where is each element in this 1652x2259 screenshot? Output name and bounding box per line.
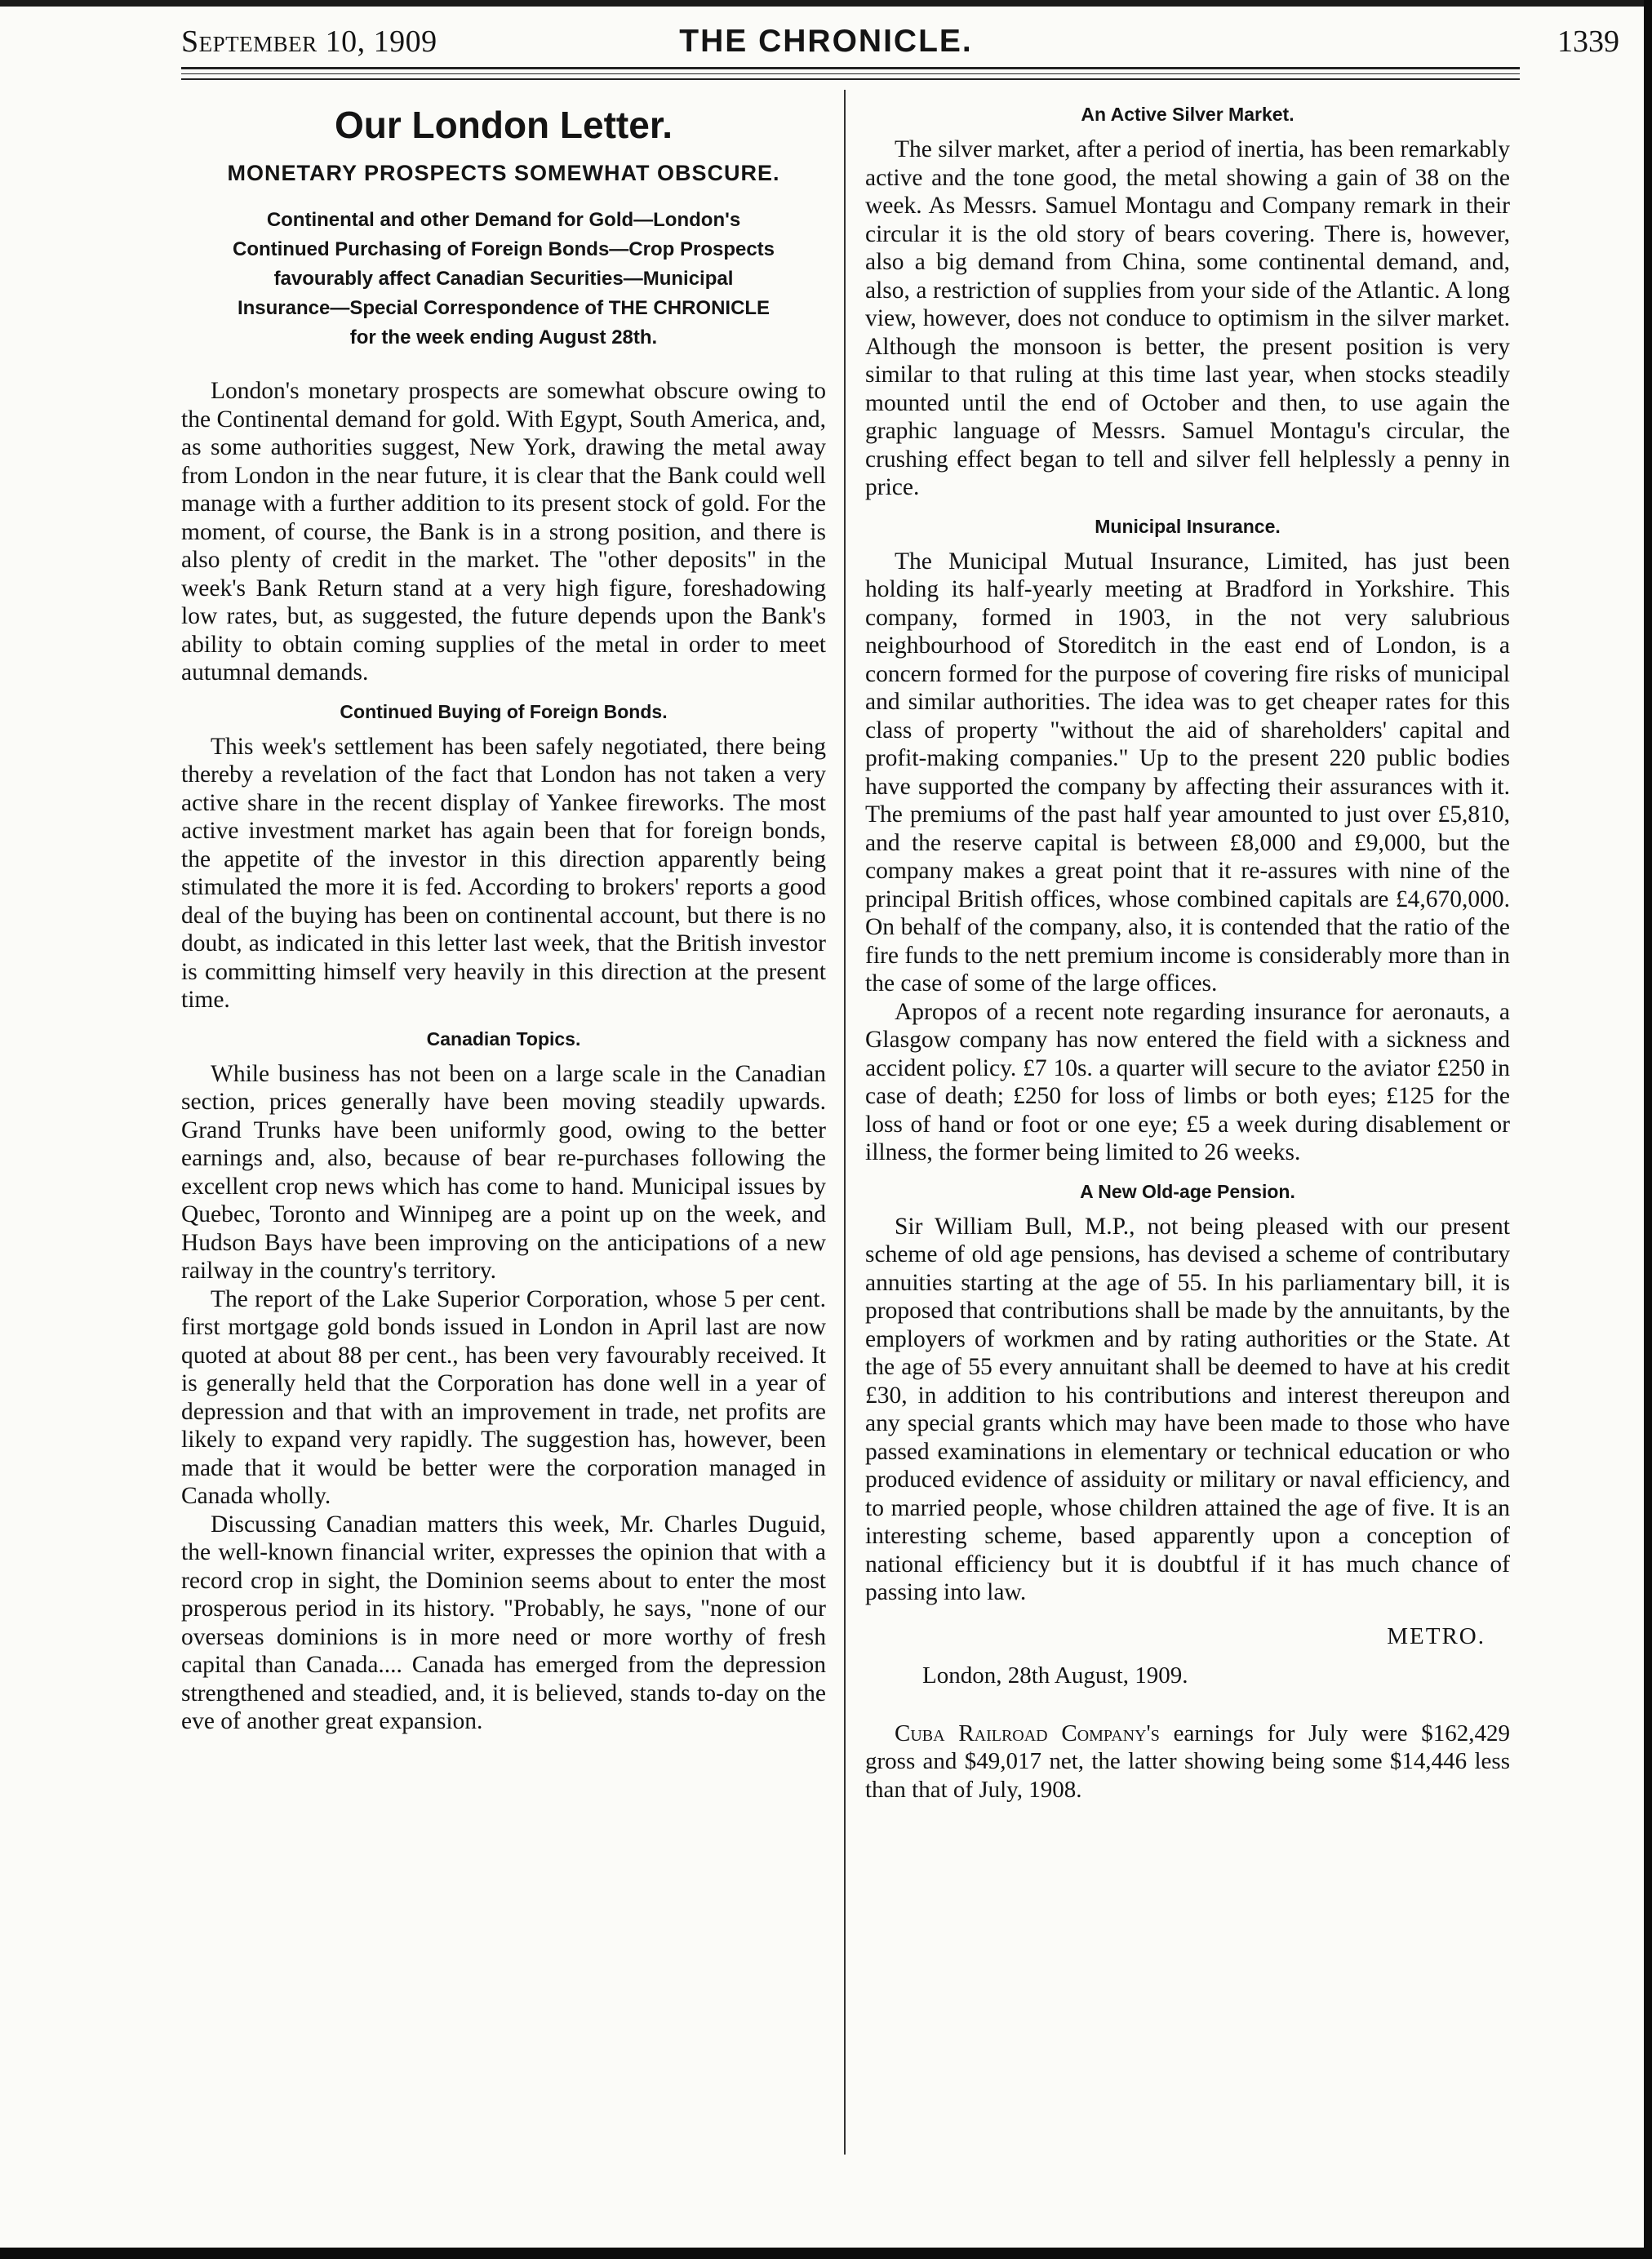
note-text: earnings for July were $162,429 gross and $49,017 net, the latter showing being some $14,446 less than that of July, 1908. (865, 1720, 1511, 1803)
left-column (181, 91, 826, 1736)
article-title: Our London Letter. (335, 104, 673, 146)
paragraph: This week's settlement has been safely negotiated, there being thereby a revelation of the fact that London has not taken a very active share in the recent display of Yankee fireworks. The most active investment market has again been that for foreign bonds, the appetite of the investor in this direction apparently being stimulated the more it is fed. According to brokers' reports a good deal of the buying has been on continental account, but there is no doubt, as indicated in this letter last week, that the British investor is committing himself very heavily in this direction at the present time. (181, 733, 826, 1013)
paragraph: Apropos of a recent note regarding insurance for aeronauts, a Glasgow company has now entered the field with a sickness and accident policy. £7 10s. a quarter will secure to the aviator £250 in case of death; £250 for loss of limbs or both eyes; £125 for the loss of hand or foot or one eye; £5 a week during disablement or illness, the former being limited to 26 weeks. (865, 998, 1510, 1165)
header-rule-thick (181, 67, 1520, 69)
note-lead: Cuba Railroad Company's (895, 1720, 1160, 1746)
page-number: 1339 (1557, 24, 1619, 59)
running-head-date: September 10, 1909 (181, 24, 437, 59)
section-heading-canadian-topics: Canadian Topics. (426, 1027, 581, 1050)
signature: METRO. (1387, 1622, 1485, 1649)
paragraph: Discussing Canadian matters this week, Mr. Charles Duguid, the well-known financial writer, expresses the opinion that with a record crop in sight, the Dominion seems about to enter the most prosperous period in its history. "Probably, he says, "none of our overseas dominions is in more need or more worthy of fresh capital than Canada.... Canada has emerged from the depression strengthened and steadied, and, it is believed, stands to-day on the eve of another great expansion. (181, 1511, 826, 1734)
right-column (865, 91, 1510, 1804)
scan-edge-right (1644, 0, 1652, 2259)
paragraph: The Municipal Mutual Insurance, Limited, has just been holding its half-yearly meeting at Bradford in Yorkshire. This company, formed in 1903, in the not very salubrious neighbourhood of Storeditch in the east end of London, is a concern formed for the purpose of covering fire risks of municipal and similar authorities. The idea was to get cheaper rates for this class of property "without the aid of shareholders' capital and profit-making companies." Up to the present 220 public bodies have supported the company by affecting their assurances with it. The premiums of the past half year amounted to just over £5,810, and the reserve capital is between £8,000 and £9,000, but the company makes a great point that it re-assures with nine of the principal British offices, whose combined capitals are £4,670,000. On behalf of the company, also, it is contended that the ratio of the fire funds to the nett premium income is considerably more than in the case of some of the large offices. (865, 548, 1510, 996)
section-heading-old-age-pension: A New Old-age Pension. (1080, 1180, 1295, 1202)
paragraph: The silver market, after a period of inertia, has been remarkably active and the tone good, the metal showing a gain of 38 on the week. As Messrs. Samuel Montagu and Company remark in their circular it is the old story of bears covering. There is, however, also a big demand from China, some continental demand, and, also, a restriction of supplies from your side of the Atlantic. A long view, however, does not conduce to optimism in the silver market. Although the monsoon is better, the present position is very similar to that ruling at this time last year, when stocks steadily mounted until the end of October and then, to use again the graphic language of Messrs. Samuel Montagu's circular, the crushing effect began to tell and silver fell helplessly a penny in price. (865, 136, 1510, 500)
section-heading-municipal-insurance: Municipal Insurance. (1095, 515, 1281, 537)
section-heading-silver-market: An Active Silver Market. (1081, 104, 1295, 125)
paragraph: The report of the Lake Superior Corporation, whose 5 per cent. first mortgage gold bonds issued in London in April last are now quoted at about 88 per cent., has been very favourably received. It is generally held that the Corporation has done well in a year of depression and that with an improvement in trade, net profits are likely to expand very rapidly. The suggestion has, however, been made that it would be better were the corporation managed in Canada wholly. (181, 1285, 826, 1509)
scan-edge-top (0, 0, 1652, 7)
running-head-title: THE CHRONICLE. (679, 24, 973, 59)
paragraph: Sir William Bull, M.P., not being pleased with our present scheme of old age pensions, has devised a scheme of contributary annuities starting at the age of 55. In his parliamentary bill, it is proposed that contributions shall be made by the annuitants, by the employers of workmen and by rating authorities or the State. At the age of 55 every annuitant shall be deemed to have at his credit £30, in addition to his contributions and interest thereupon and any special grants which may have been made to those who have passed examinations in elementary or technical education or who produced evidence of assiduity or military or naval efficiency, and to married people, whose children attained the age of five. It is an interesting scheme, based apparently upon a conception of national efficiency but it is doubtful if it has much chance of passing into law. (865, 1213, 1510, 1605)
header-rule-thin (181, 73, 1520, 74)
cuba-railroad-note (865, 1720, 1510, 1804)
article-subtitle: MONETARY PROSPECTS SOMEWHAT OBSCURE. (227, 161, 780, 185)
paragraph: While business has not been on a large scale in the Canadian section, prices generally have been moving steadily upwards. Grand Trunks have been uniformly good, owing to the better earnings and, also, because of bear re-purchases following the excellent crop news which has come to hand. Municipal issues by Quebec, Toronto and Winnipeg are a point up on the week, and Hudson Bays have been improving on the anticipations of a new railway in the country's territory. (181, 1060, 826, 1284)
article-deck: Continental and other Demand for Gold—London's Continued Purchasing of Foreign Bonds—Crop Prospects favourably affect Canadian Securities—Municipal Insurance—Special Correspondence of THE CHRONICLE for the week ending August 28th. (232, 209, 775, 348)
section-heading-foreign-bonds: Continued Buying of Foreign Bonds. (340, 700, 668, 722)
column-divider (844, 90, 846, 2155)
header-rule-lower (181, 78, 1520, 80)
dateline: London, 28th August, 1909. (922, 1662, 1188, 1689)
intro-paragraph: London's monetary prospects are somewhat obscure owing to the Continental demand for gold. With Egypt, South America, and, as some authorities suggest, New York, drawing the metal away from London in the near future, it is clear that the Bank could well manage with a further addition to its present stock of gold. For the moment, of course, the Bank is in a strong position, and there is also plenty of credit in the market. The "other deposits" in the week's Bank Return stand at a very high figure, foreshadowing low rates, but, as suggested, the future depends upon the Bank's ability to obtain coming supplies of the metal in order to meet autumnal demands. (181, 378, 826, 686)
scan-edge-bottom (0, 2248, 1652, 2259)
